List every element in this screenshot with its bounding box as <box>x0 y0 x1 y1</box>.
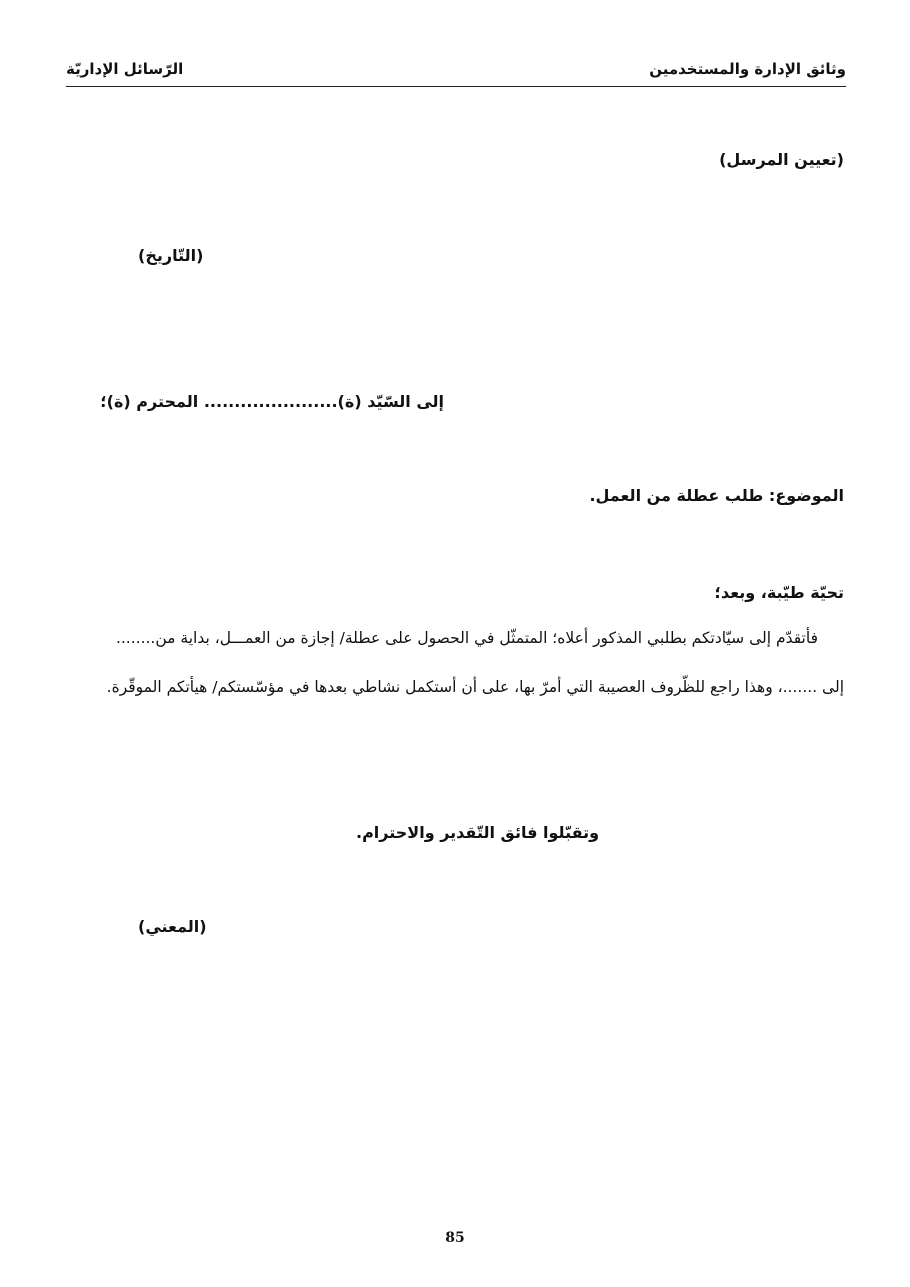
date-placeholder: (التّاريخ) <box>138 246 204 265</box>
recipient-line: إلى السّيّد (ة)...................... المحترم (ة)؛ <box>100 392 444 411</box>
subject-line: الموضوع: طلب عطلة من العمل. <box>589 486 844 505</box>
signature-placeholder: (المعني) <box>138 917 207 936</box>
sender-placeholder: (تعيين المرسل) <box>719 150 844 169</box>
page-header <box>66 58 846 87</box>
closing-line: وتقبّلوا فائق التّقدير والاحترام. <box>356 823 600 842</box>
header-book-title: وثائق الإدارة والمستخدمين <box>649 60 846 78</box>
body-paragraph-line-1: فأتقدّم إلى سيّادتكم بطلبي المذكور أعلاه؛ المتمثّل في الحصول على عطلة/ إجازة من العمـــل، بداية من........ <box>115 629 818 647</box>
header-chapter-title: الرّسائل الإداريّة <box>66 60 184 78</box>
greeting-line: تحيّة طيّبة، وبعد؛ <box>714 583 844 602</box>
page-number: 85 <box>445 1230 465 1246</box>
body-paragraph-line-2: إلى .......، وهذا راجع للظّروف العصيبة التي أمرّ بها، على أن أستكمل نشاطي بعدها في مؤسّستكم/ هيأتكم الموقّرة. <box>106 678 844 696</box>
